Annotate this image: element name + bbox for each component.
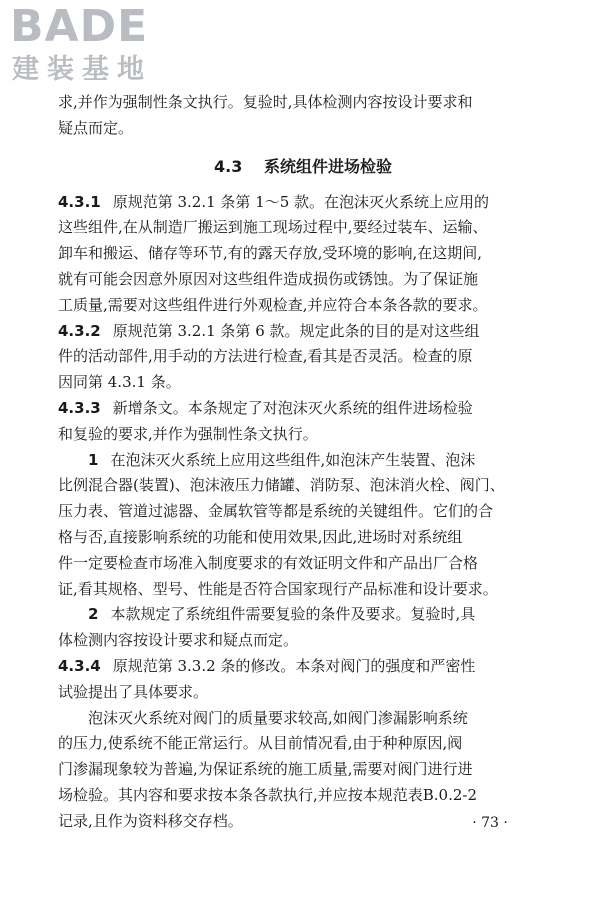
clause-number: 4.3.1 [58,192,101,211]
section-title [58,154,548,180]
text-line: 证,看其规格、型号、性能是否符合国家现行产品标准和设计要求。 [58,579,498,598]
page-body [58,90,548,835]
text-line: 疑点而定。 [58,118,134,137]
text-line: 卸车和搬运、储存等环节,有的露天存放,受环境的影响,在这期间, [58,244,483,263]
clause-number: 4.3.2 [58,321,101,340]
clause-number: 4.3.3 [58,398,101,417]
text-line: 在泡沫灭火系统上应用这些组件,如泡沫产生装置、泡沫 [110,450,476,469]
page-number: · 73 · [472,815,508,831]
clause-4-3-4 [58,654,548,706]
clause-4-3-2 [58,319,548,396]
clause-number: 4.3.4 [58,656,101,675]
item-1 [58,448,548,603]
text-line: 件一定要检查市场准入制度要求的有效证明文件和产品出厂合格 [58,553,479,572]
text-line: 和复验的要求,并作为强制性条文执行。 [58,424,318,443]
text-line: 原规范第 3.2.1 条第 1～5 款。在泡沫灭火系统上应用的 [112,192,490,211]
logo-subtitle: 建装基地 [12,54,152,85]
text-line: 场检验。其内容和要求按本条各款执行,并应按本规范表B.0.2-2 [58,785,478,804]
section-number: 4.3 [214,156,243,176]
logo [10,1,180,88]
text-line: 压力表、管道过滤器、金属软管等都是系统的关键组件。它们的合 [58,502,494,521]
section-title-text: 系统组件进场检验 [263,156,392,176]
text-line: 工质量,需要对这些组件进行外观检查,并应符合本条各款的要求。 [58,295,488,314]
text-line: 比例混合器(装置)、泡沫液压力储罐、消防泵、泡沫消火栓、阀门、 [58,476,505,495]
text-line: 本款规定了系统组件需要复验的条件及要求。复验时,具 [110,605,476,624]
text-line: 试验提出了具体要求。 [58,682,209,701]
text-line: 记录,且作为资料移交存档。 [58,811,243,830]
text-line: 件的活动部件,用手动的方法进行检查,看其是否灵活。检查的原 [58,347,473,366]
text-line: 原规范第 3.2.1 条第 6 款。规定此条的目的是对这些组 [112,321,480,340]
text-line: 的压力,使系统不能正常运行。从目前情况看,由于种种原因,阀 [58,734,463,753]
text-line: 格与否,直接影响系统的功能和使用效果,因此,进场时对系统组 [58,527,463,546]
clause-4-3-3 [58,396,548,448]
text-line: 因同第 4.3.1 条。 [58,373,181,392]
text-line: 新增条文。本条规定了对泡沫灭火系统的组件进场检验 [112,398,473,417]
text-line: 体检测内容按设计要求和疑点而定。 [58,631,299,650]
intro-paragraph [58,90,548,142]
item-number: 1 [88,450,99,469]
item-2 [58,602,548,654]
logo-wordmark: BADE [10,1,149,52]
item-number: 2 [88,605,99,624]
text-line: 就有可能会因意外原因对这些组件造成损伤或锈蚀。为了保证施 [58,269,479,288]
text-line: 求,并作为强制性条文执行。复验时,具体检测内容按设计要求和 [58,93,473,111]
clause-4-3-1 [58,190,548,319]
text-line: 这些组件,在从制造厂搬运到施工现场过程中,要经过装车、运输、 [58,218,488,237]
text-line: 门渗漏现象较为普遍,为保证系统的施工质量,需要对阀门进行进 [58,760,473,779]
text-line: 原规范第 3.3.2 条的修改。本条对阀门的强度和严密性 [112,656,476,675]
text-line: 泡沫灭火系统对阀门的质量要求较高,如阀门渗漏影响系统 [88,708,468,727]
